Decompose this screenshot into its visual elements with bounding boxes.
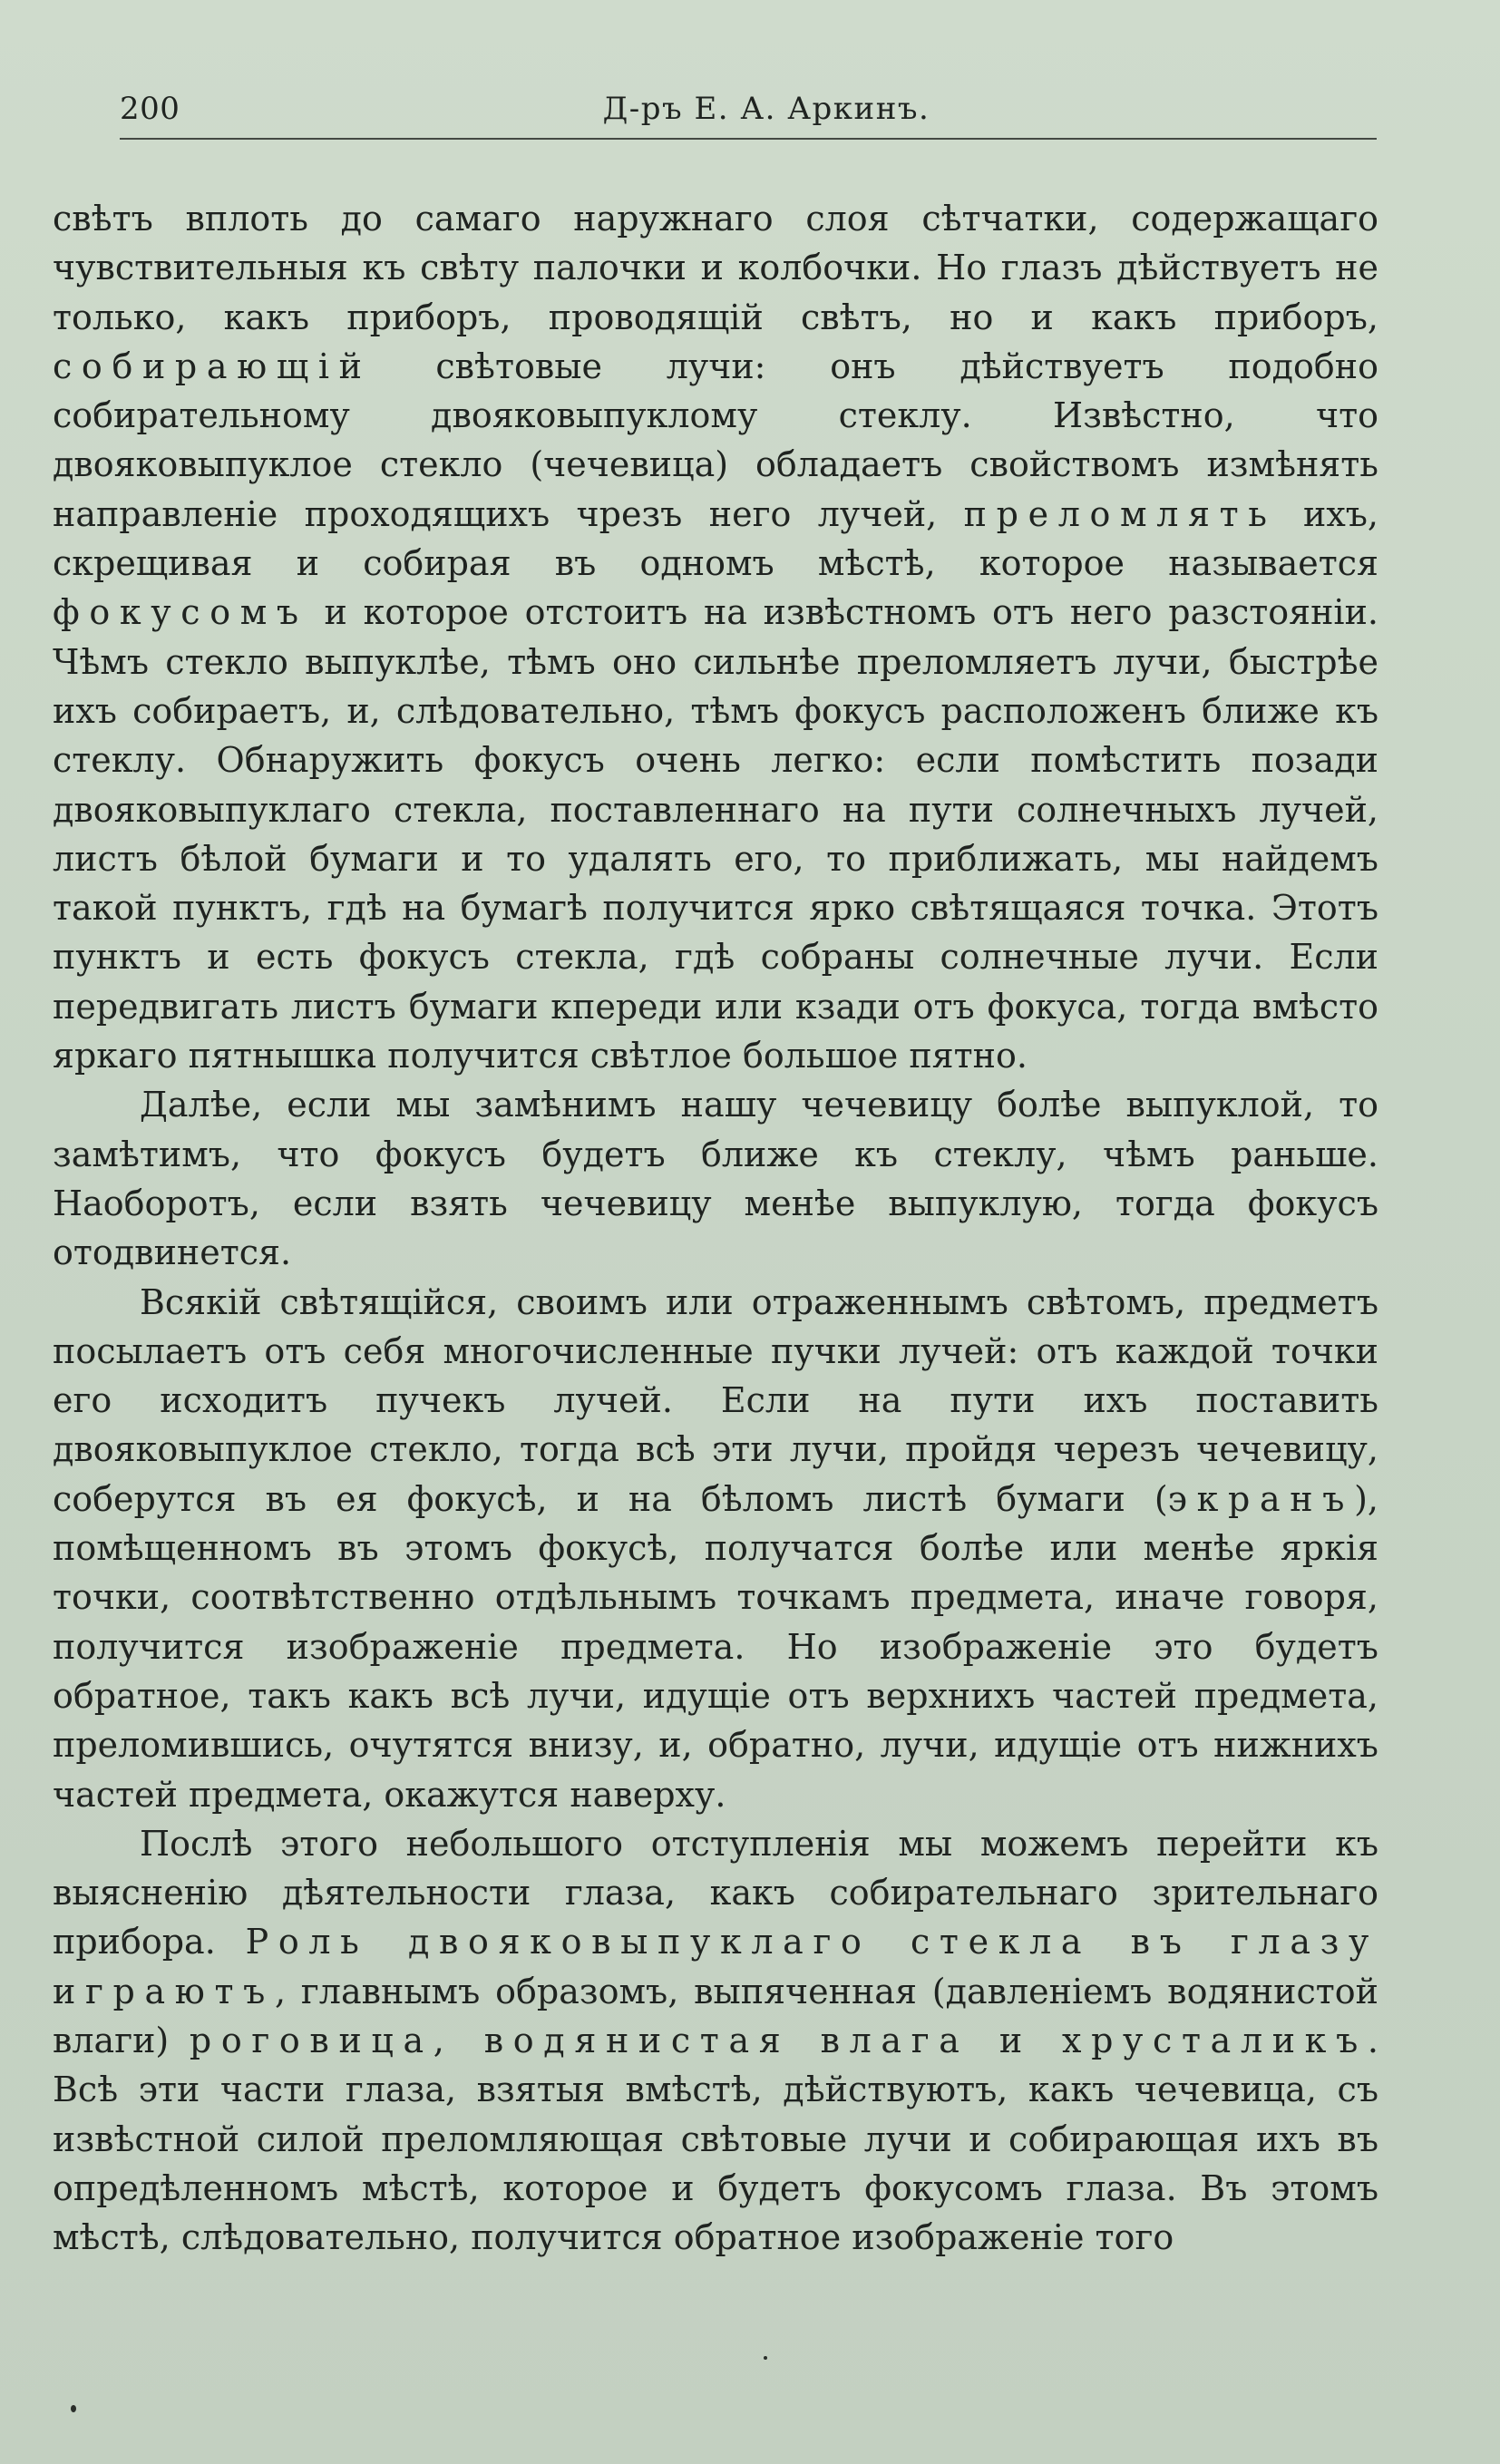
paragraph-1 [53, 194, 1378, 1080]
text-run: Послѣ этого небольшого отступленія мы можемъ перейти къ выясненію дѣятельности глаза, какъ собирательнаго зрительнаго прибора. [53, 1823, 1378, 1962]
text-run: свѣтъ вплоть до самаго наружнаго слоя сѣтчатки, содержащаго чувствительныя къ свѣту палочки и колбочки. Но глазъ дѣйствуетъ не только, какъ приборъ, проводящій свѣтъ, но и какъ приборъ, [53, 199, 1378, 337]
emphasis-sobirayushchiy: собирающій [53, 346, 372, 386]
page-header [120, 87, 1377, 140]
paper-speck [764, 2356, 767, 2360]
text-run: и которое отстоитъ на извѣстномъ отъ него разстояніи. Чѣмъ стекло выпуклѣе, тѣмъ оно сильнѣе преломляетъ лучи, быстрѣе ихъ собираетъ, и, слѣдовательно, тѣмъ фокусъ расположенъ ближе къ стеклу. Обнаружить фокусъ очень легко: если помѣстить позади двояковыпуклаго стекла, поставленнаго на пути солнечныхъ лучей, листъ бѣлой бумаги и то удалять его, то приближать, мы найдемъ такой пунктъ, гдѣ на бумагѣ получится ярко свѣтящаяся точка. Этотъ пунктъ и есть фокусъ стекла, гдѣ собраны солнечные лучи. Если передвигать листъ бумаги кпереди или кзади отъ фокуса, тогда вмѣсто яркаго пятнышка получится свѣтлое большое пятно. [53, 592, 1378, 1076]
paragraph-4 [53, 1819, 1378, 2263]
text-run: ), помѣщенномъ въ этомъ фокусѣ, получатся болѣе или менѣе яркія точки, соотвѣтственно отдѣльнымъ точкамъ предмета, иначе говоря, получится изображеніе предмета. Но изображеніе это будетъ обратное, такъ какъ всѣ лучи, идущіе отъ верхнихъ частей предмета, преломившись, очутятся внизу, и, обратно, лучи, идущіе отъ нижнихъ частей предмета, окажутся наверху. [53, 1478, 1378, 1815]
text-run: Далѣе, если мы замѣнимъ нашу чечевицу болѣе выпуклой, то замѣтимъ, что фокусъ будетъ ближе къ стеклу, чѣмъ раньше. Наоборотъ, если взять чечевицу менѣе выпуклую, тогда фокусъ отодвинется. [53, 1085, 1378, 1273]
main-text [53, 194, 1378, 2262]
paragraph-3 [53, 1278, 1378, 1819]
text-run: , главнымъ образомъ, выпяченная (давленіемъ водянистой влаги) [53, 1971, 1378, 2060]
paragraph-2 [53, 1080, 1378, 1277]
text-run: Всякій свѣтящійся, своимъ или отраженнымъ свѣтомъ, предметъ посылаетъ отъ себя многочисленные пучки лучей: отъ каждой точки его исходитъ пучекъ лучей. Если на пути ихъ поставить двояковыпуклое стекло, тогда всѣ эти лучи, пройдя черезъ чечевицу, соберутся въ ея фокусѣ, и на бѣломъ листѣ бумаги ( [53, 1281, 1378, 1519]
page-number: 200 [120, 91, 180, 127]
emphasis-fokusom: фокусомъ [53, 592, 308, 633]
paper-speck [71, 2405, 76, 2412]
text-run: ихъ, скрещивая и собирая въ одномъ мѣстѣ, которое называется [53, 493, 1379, 584]
text-run: свѣтовые лучи: онъ дѣйствуетъ подобно собирательному двояковыпуклому стеклу. Извѣстно, что двояковыпуклое стекло (чечевица) обладаетъ свойствомъ измѣнять направленіе проходящихъ чрезъ него лучей, [53, 346, 1378, 534]
emphasis-rogovica: роговица, водянистая влага и хрусталикъ [189, 2020, 1368, 2060]
text-run: . Всѣ эти части глаза, взятыя вмѣстѣ, дѣйствуютъ, какъ чечевица, съ извѣстной силой преломляющая свѣтовые лучи и собирающая ихъ въ опредѣленномъ мѣстѣ, которое и будетъ фокусомъ глаза. Въ этомъ мѣстѣ, слѣдовательно, получится обратное изображеніе того [53, 2020, 1378, 2258]
emphasis-rol-stekla: Роль двояковыпуклаго стекла въ глазу играютъ [53, 1922, 1378, 2011]
header-rule [120, 138, 1377, 140]
emphasis-ekran: экранъ [1167, 1478, 1355, 1519]
emphasis-prelomlyat: преломлять [963, 493, 1277, 534]
running-head: Д-ръ Е. А. Аркинъ. [602, 91, 930, 127]
